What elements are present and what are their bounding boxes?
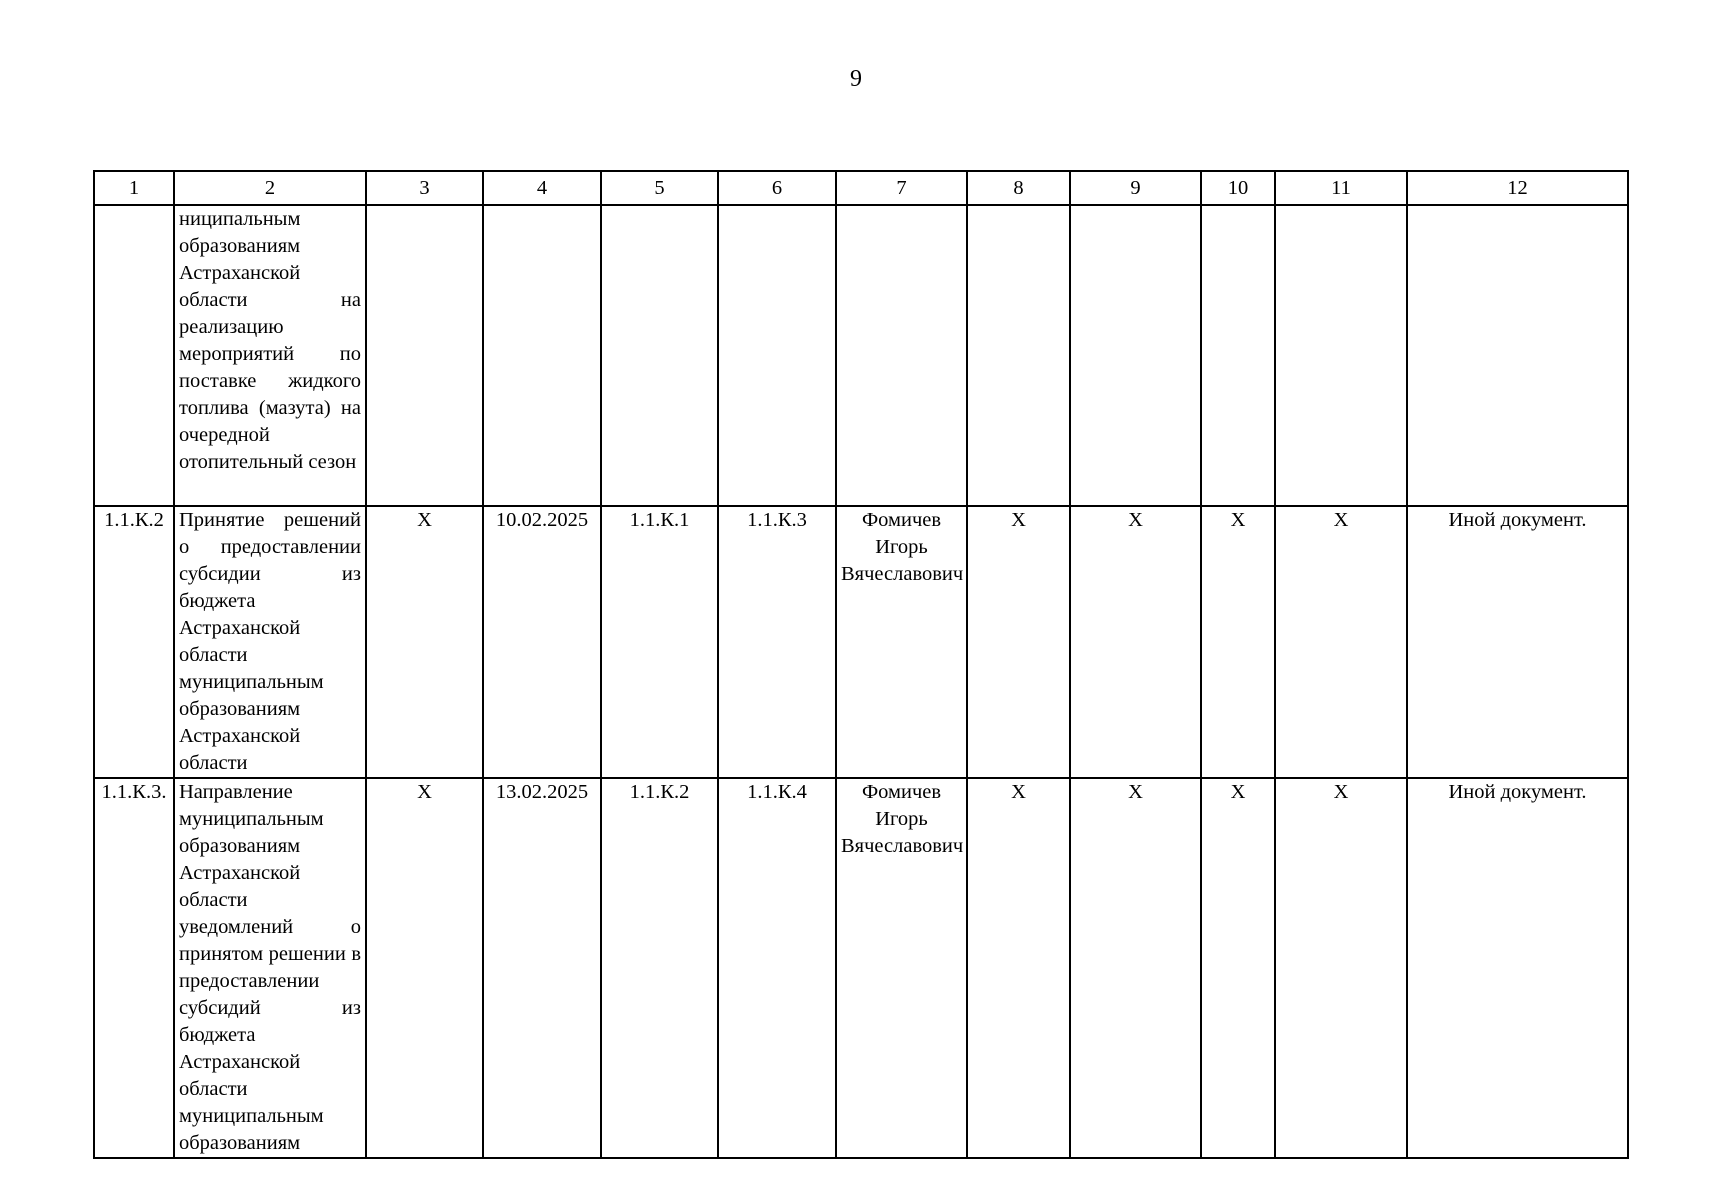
cell-date: 10.02.2025 — [483, 506, 601, 778]
column-header: 12 — [1407, 171, 1628, 205]
cell-successor — [718, 205, 836, 506]
cell-col9: X — [1070, 506, 1201, 778]
cell-name: Принятие решений о предоставлении субсидии из бюджета Астраханской области муниципальным образованиям Астраханской области — [174, 506, 366, 778]
cell-date: 13.02.2025 — [483, 778, 601, 1158]
column-header: 1 — [94, 171, 174, 205]
cell-number: 1.1.К.2 — [94, 506, 174, 778]
cell-col3: X — [366, 506, 483, 778]
cell-col10: X — [1201, 506, 1275, 778]
cell-name: Направление муниципальным образованиям Астраханской области уведомлений о принятом решении в предоставлении субсидий из бюджета Астраханской области муниципальным образованиям — [174, 778, 366, 1158]
cell-col8 — [967, 205, 1070, 506]
cell-col11: X — [1275, 506, 1407, 778]
cell-document: Иной документ. — [1407, 506, 1628, 778]
cell-col9 — [1070, 205, 1201, 506]
table-row — [94, 205, 1628, 506]
header-row — [94, 171, 1628, 205]
column-header: 7 — [836, 171, 967, 205]
cell-name: ниципальным образованиям Астраханской области на реализацию мероприятий по поставке жидкого топлива (мазута) на очередной отопительный сезон — [174, 205, 366, 506]
cell-responsible: Фомичев Игорь Вячеславович — [836, 506, 967, 778]
column-header: 2 — [174, 171, 366, 205]
column-header: 5 — [601, 171, 718, 205]
cell-number — [94, 205, 174, 506]
cell-document — [1407, 205, 1628, 506]
cell-predecessor: 1.1.К.1 — [601, 506, 718, 778]
cell-successor: 1.1.К.4 — [718, 778, 836, 1158]
cell-col8: X — [967, 778, 1070, 1158]
cell-predecessor: 1.1.К.2 — [601, 778, 718, 1158]
plan-table — [93, 170, 1629, 1159]
column-header: 6 — [718, 171, 836, 205]
table-row — [94, 506, 1628, 778]
cell-col3 — [366, 205, 483, 506]
column-header: 3 — [366, 171, 483, 205]
cell-responsible: Фомичев Игорь Вячеславович — [836, 778, 967, 1158]
column-header: 8 — [967, 171, 1070, 205]
cell-number: 1.1.К.3. — [94, 778, 174, 1158]
column-header: 10 — [1201, 171, 1275, 205]
table-row — [94, 778, 1628, 1158]
cell-responsible — [836, 205, 967, 506]
page-number: 9 — [850, 66, 862, 92]
cell-col10 — [1201, 205, 1275, 506]
cell-document: Иной документ. — [1407, 778, 1628, 1158]
cell-col9: X — [1070, 778, 1201, 1158]
cell-col8: X — [967, 506, 1070, 778]
cell-col3: X — [366, 778, 483, 1158]
column-header: 9 — [1070, 171, 1201, 205]
column-header: 4 — [483, 171, 601, 205]
cell-col11 — [1275, 205, 1407, 506]
cell-predecessor — [601, 205, 718, 506]
column-header: 11 — [1275, 171, 1407, 205]
cell-col11: X — [1275, 778, 1407, 1158]
cell-successor: 1.1.К.3 — [718, 506, 836, 778]
cell-col10: X — [1201, 778, 1275, 1158]
cell-date — [483, 205, 601, 506]
